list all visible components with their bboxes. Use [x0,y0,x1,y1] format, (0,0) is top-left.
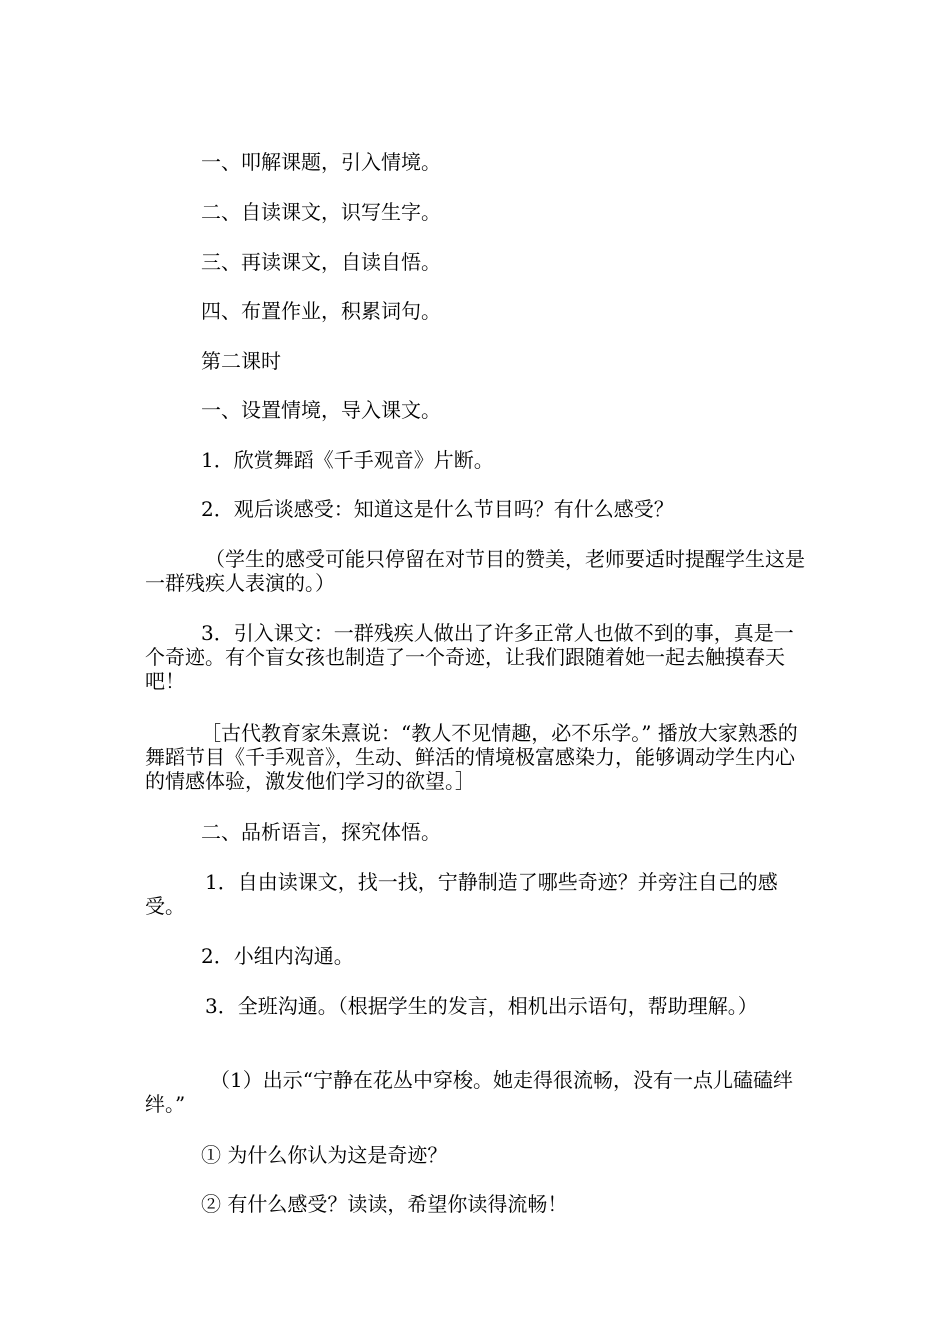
question-2: ② 有什么感受？读读，希望你读得流畅！ [201,1192,568,1216]
outline-item-3: 三、再读课文，自读自悟。 [201,250,441,274]
outline-item-4: 四、布置作业，积累词句。 [201,299,441,323]
teacher-note: （学生的感受可能只停留在对节目的赞美，老师要适时提醒学生这是一群残疾人表演的。） [145,547,805,595]
step-item-1-3: 3．引入课文：一群残疾人做出了许多正常人也做不到的事，真是一个奇迹。有个盲女孩也制造了一个奇迹，让我们跟随着她一起去触摸春天吧！ [145,621,794,693]
step-item-1-2: 2．观后谈感受：知道这是什么节目吗？有什么感受？ [201,497,674,521]
question-1: ① 为什么你认为这是奇迹？ [201,1143,448,1167]
outline-item-2: 二、自读课文，识写生字。 [201,200,441,224]
section-heading: 第二课时 [201,349,281,373]
step-item-2-1: 1．自由读课文，找一找，宁静制造了哪些奇迹？并旁注自己的感受。 [145,870,778,918]
step-heading-2: 二、品析语言，探究体悟。 [201,820,441,844]
outline-item-1: 一、叩解课题，引入情境。 [201,150,441,174]
step-item-2-2: 2．小组内沟通。 [201,944,354,968]
step-item-2-3: 3．全班沟通。（根据学生的发言，相机出示语句，帮助理解。） [205,994,758,1018]
step-item-1-1: 1．欣赏舞蹈《千手观音》片断。 [201,448,494,472]
design-commentary: ［古代教育家朱熹说：“教人不见情趣，必不乐学。” 播放大家熟悉的舞蹈节目《千手观音》，生动、鲜活的情境极富感染力，能够调动学生内心的情感体验，激发他们学习的欲望。］ [145,721,798,793]
step-heading-1: 一、设置情境，导入课文。 [201,398,441,422]
quote-item-1: （1）出示“宁静在花丛中穿梭。她走得很流畅，没有一点儿磕磕绊绊。” [145,1068,793,1116]
